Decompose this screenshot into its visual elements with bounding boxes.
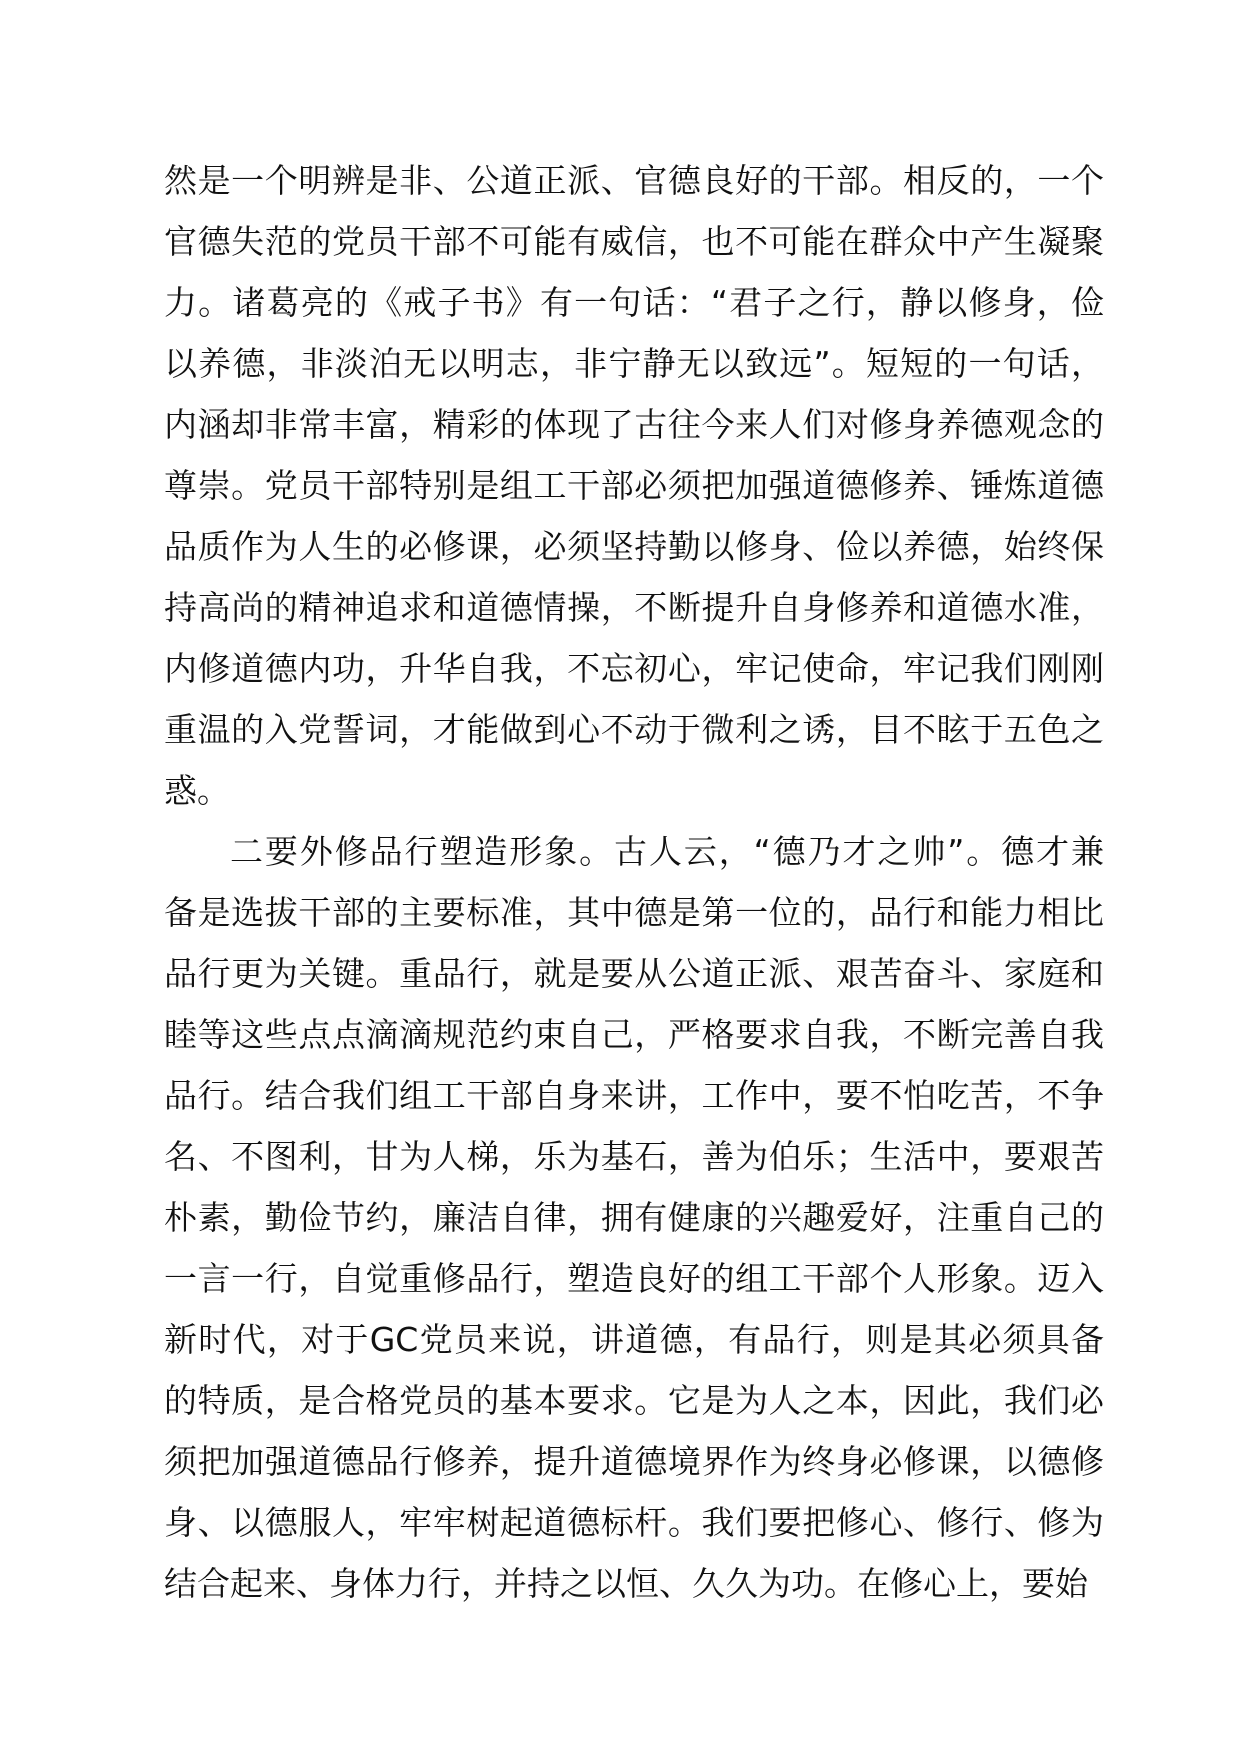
- text-line: 品行。结合我们组工干部自身来讲，工作中，要不怕吃苦，不争: [164, 1076, 1104, 1115]
- text-line: 重温的入党誓词，才能做到心不动于微利之诱，目不眩于五色之: [164, 710, 1104, 749]
- text-line: 的特质，是合格党员的基本要求。它是为人之本，因此，我们必: [164, 1381, 1104, 1420]
- text-line: 须把加强道德品行修养，提升道德境界作为终身必修课，以德修: [164, 1442, 1104, 1481]
- text-line: 朴素，勤俭节约，廉洁自律，拥有健康的兴趣爱好，注重自己的: [164, 1198, 1104, 1237]
- text-line: 官德失范的党员干部不可能有威信，也不可能在群众中产生凝聚: [164, 222, 1104, 261]
- text-line: 以养德，非淡泊无以明志，非宁静无以致远”。短短的一句话，: [164, 344, 1104, 383]
- text-line: 然是一个明辨是非、公道正派、官德良好的干部。相反的，一个: [164, 161, 1104, 200]
- text-line: 品质作为人生的必修课，必须坚持勤以修身、俭以养德，始终保: [164, 527, 1104, 566]
- body-text: [164, 150, 1104, 1614]
- text-line: 身、以德服人，牢牢树起道德标杆。我们要把修心、修行、修为: [164, 1503, 1104, 1542]
- text-line: 尊崇。党员干部特别是组工干部必须把加强道德修养、锤炼道德: [164, 466, 1104, 505]
- text-line: 惑。: [164, 771, 230, 810]
- text-line: 内修道德内功，升华自我，不忘初心，牢记使命，牢记我们刚刚: [164, 649, 1104, 688]
- text-line: 睦等这些点点滴滴规范约束自己，严格要求自我，不断完善自我: [164, 1015, 1104, 1054]
- text-line: 新时代，对于GC党员来说，讲道德，有品行，则是其必须具备: [164, 1320, 1104, 1359]
- text-line: 二要外修品行塑造形象。古人云，“德乃才之帅”。德才兼: [230, 832, 1104, 871]
- paragraph: [164, 150, 1104, 821]
- text-line: 内涵却非常丰富，精彩的体现了古往今来人们对修身养德观念的: [164, 405, 1104, 444]
- text-line: 名、不图利，甘为人梯，乐为基石，善为伯乐；生活中，要艰苦: [164, 1137, 1104, 1176]
- text-line: 品行更为关键。重品行，就是要从公道正派、艰苦奋斗、家庭和: [164, 954, 1104, 993]
- text-line: 结合起来、身体力行，并持之以恒、久久为功。在修心上，要始: [164, 1564, 1088, 1603]
- paragraph: [164, 821, 1104, 1614]
- text-line: 一言一行，自觉重修品行，塑造良好的组工干部个人形象。迈入: [164, 1259, 1104, 1298]
- text-line: 持高尚的精神追求和道德情操，不断提升自身修养和道德水准，: [164, 588, 1104, 627]
- text-line: 备是选拔干部的主要标准，其中德是第一位的，品行和能力相比: [164, 893, 1104, 932]
- text-line: 力。诸葛亮的《戒子书》有一句话：“君子之行，静以修身，俭: [164, 283, 1104, 322]
